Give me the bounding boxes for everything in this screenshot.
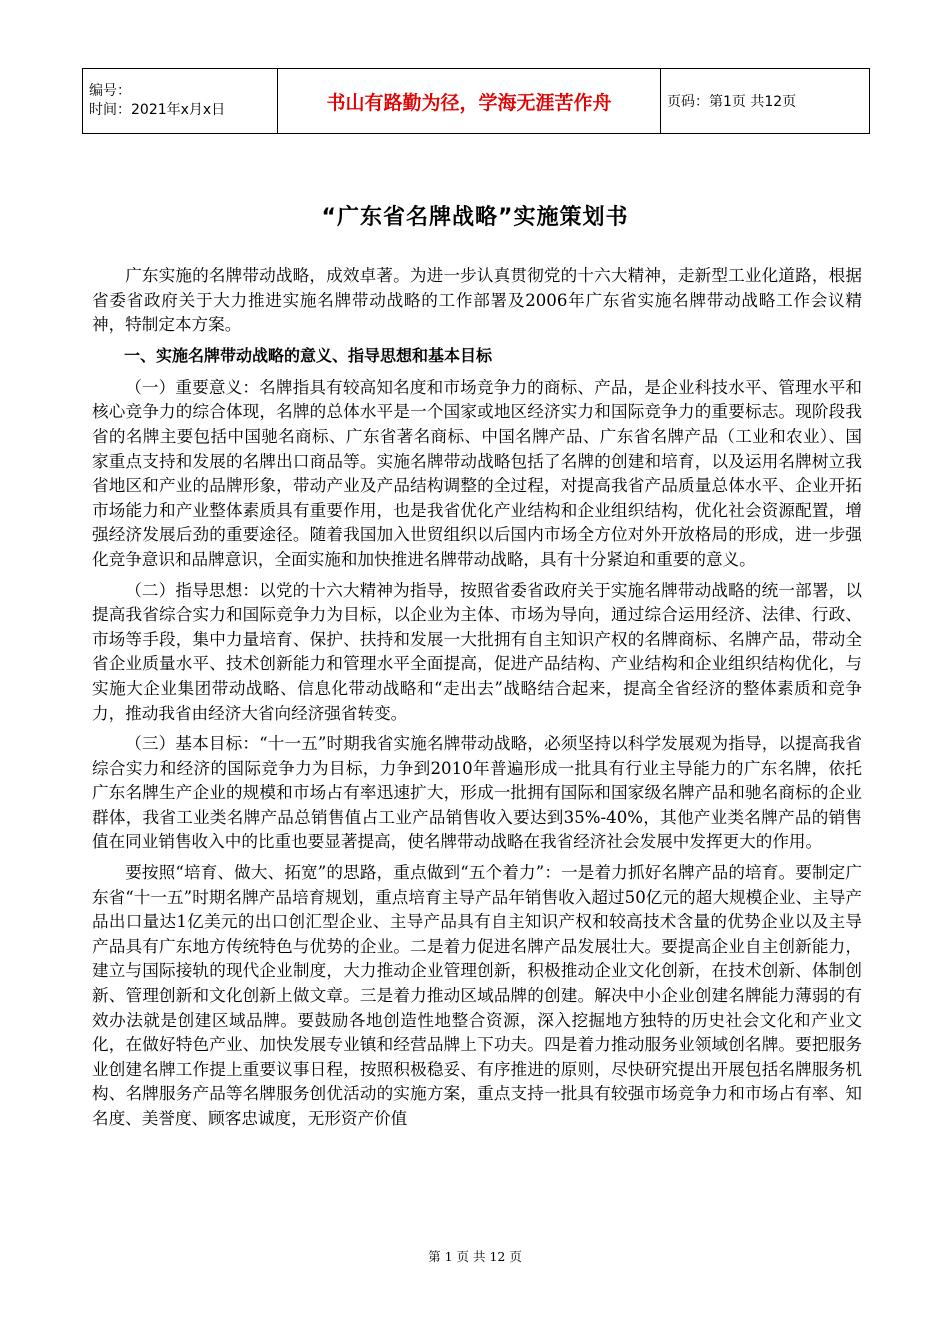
document-title: “广东省名牌战略”实施策划书 [321,205,629,230]
section-heading: 一、实施名牌带动战略的意义、指导思想和基本目标 [124,345,493,365]
header-meta-cell [83,69,278,134]
body-paragraph: 要按照“培育、做大、拓宽”的思路，重点做到“五个着力”：一是着力抓好名牌产品的培育。要制定广东省“十一五”时期名牌产品培育规划，重点培育主导产品年销售收入超过50亿元的超大规模企业、主导产品出口量达1亿美元的出口创汇型企业、主导产品具有自主知识产权和较高技术含量的优势企业以及主导产品具有广东地方传统特色与优势的企业。二是着力促进名牌产品发展壮大。要提高企业自主创新能力，建立与国际接轨的现代企业制度，大力推动企业管理创新，积极推动企业文化创新，在技术创新、体制创新、管理创新和文化创新上做文章。三是着力推动区域品牌的创建。解决中小企业创建名牌能力薄弱的有效办法就是创建区域品牌。要鼓励各地创造性地整合资源，深入挖掘地方独特的历史社会文化和产业文化，在做好特色产业、加快发展专业镇和经营品牌上下功夫。四是着力推动服务业领域创名牌。要把服务业创建名牌工作提上重要议事日程，按照积极稳妥、有序推进的原则，尽快研究提出开展包括名牌服务机构、名牌服务产品等名牌服务创优活动的实施方案，重点支持一批具有较强市场竞争力和市场占有率、知名度、美誉度、顾客忠诚度，无形资产价值 [92,863,862,1128]
document-body [92,264,862,1138]
body-paragraph: （二）指导思想：以党的十六大精神为指导，按照省委省政府关于实施名牌带动战略的统一部署，以提高我省综合实力和国际竞争力为目标，以企业为主体、市场为导向，通过综合运用经济、法律、行政、市场等手段，集中力量培育、保护、扶持和发展一大批拥有自主知识产权的名牌商标、名牌产品，带动全省企业质量水平、技术创新能力和管理水平全面提高，促进产品结构、产业结构和企业组织结构优化，与实施大企业集团带动战略、信息化带动战略和“走出去”战略结合起来，提高全省经济的整体素质和竞争力，推动我省由经济大省向经济强省转变。 [92,580,862,723]
header-motto: 书山有路勤为径，学海无涯苦作舟 [278,69,661,134]
header-page-info: 页码：第1页 共12页 [661,69,870,134]
body-paragraph: （三）基本目标：“十一五”时期我省实施名牌带动战略，必须坚持以科学发展观为指导，以提高我省综合实力和经济的国际竞争力为目标，力争到2010年普遍形成一批具有行业主导能力的广东名牌，依托广东名牌生产企业的规模和市场占有率迅速扩大，形成一批拥有国际和国家级名牌产品和驰名商标的企业群体，我省工业类名牌产品总销售值占工业产品销售收入要达到35%-40%，其他产业类名牌产品的销售值在同业销售收入中的比重也要显著提高，使名牌带动战略在我省经济社会发展中发挥更大的作用。 [92,734,862,852]
document-time-label: 时间：2021年x月x日 [89,102,226,118]
body-paragraph: （一）重要意义：名牌指具有较高知名度和市场竞争力的商标、产品，是企业科技水平、管理水平和核心竞争力的综合体现，名牌的总体水平是一个国家或地区经济实力和国际竞争力的重要标志。现阶段我省的名牌主要包括中国驰名商标、广东省著名商标、中国名牌产品、广东省名牌产品（工业和农业）、国家重点支持和发展的名牌出口商品等。实施名牌带动战略包括了名牌的创建和培育，以及运用名牌树立我省地区和产业的品牌形象，带动产业及产品结构调整的全过程，对提高我省产品质量总体水平、企业开拓市场能力和产业整体素质具有重要作用，也是我省优化产业结构和企业组织结构，优化社会资源配置，增强经济发展后劲的重要途径。随着我国加入世贸组织以后国内市场全方位对外开放格局的形成，进一步强化竞争意识和品牌意识，全面实施和加快推进名牌带动战略，具有十分紧迫和重要的意义。 [92,377,862,569]
document-number-label: 编号： [89,83,131,99]
page-footer: 第 1 页 共 12 页 [428,1249,522,1264]
intro-paragraph: 广东实施的名牌带动战略，成效卓著。为进一步认真贯彻党的十六大精神，走新型工业化道路，根据省委省政府关于大力推进实施名牌带动战略的工作部署及2006年广东省实施名牌带动战略工作会议精神，特制定本方案。 [92,266,862,335]
document-header [82,68,870,134]
